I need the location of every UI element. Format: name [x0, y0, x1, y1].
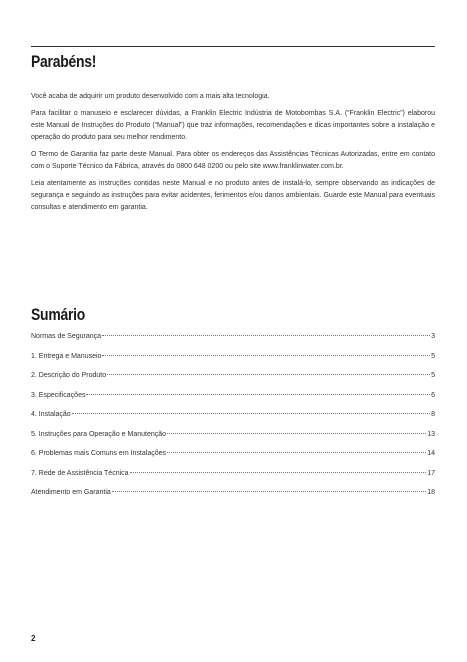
toc-leader	[167, 452, 426, 453]
toc-entry-page: 13	[427, 430, 435, 438]
toc-leader	[167, 433, 426, 434]
toc-entry-label: 6. Problemas mais Comuns em Instalações	[31, 450, 166, 457]
toc-entry-page: 3	[431, 333, 435, 340]
toc-entry-label: 1. Entrega e Manuseio	[31, 352, 102, 360]
toc-entry-label: 7. Rede de Assistência Técnica	[31, 469, 129, 477]
intro-paragraph: Para facilitar o manuseio e esclarecer dúvidas, a Franklin Electric Indústria de Motobombas S.A. (“Franklin Electric”) elaborou este Manual de Instruções do Produto (“Manual”) que traz informações, recomendações e dicas importantes sobre a instalação e operação do produto para seu melhor rendimento.	[31, 110, 435, 141]
toc-entry	[31, 450, 435, 470]
toc-entry-label: Normas de Segurança	[31, 333, 102, 340]
intro-paragraph: O Termo de Garantia faz parte deste Manual. Para obter os endereços das Assistências Técnicas Autorizadas, entre em contato com o Suporte Técnico da Fábrica, através do 0800 648 0200 ou pelo site www.franklinwater.com.br.	[31, 151, 435, 170]
toc-entry	[31, 470, 435, 490]
toc-entry	[31, 353, 435, 373]
toc-entry	[31, 372, 435, 392]
toc-entry	[31, 333, 435, 353]
toc-entry-label: 4. Instalação	[31, 411, 71, 418]
toc-entry	[31, 411, 435, 431]
toc-entry	[31, 392, 435, 412]
header-rule	[31, 46, 435, 47]
toc-entry-page: 18	[427, 489, 435, 496]
toc-entry-page: 14	[427, 450, 435, 457]
toc-leader	[86, 394, 430, 395]
toc-entry-page: 6	[431, 391, 435, 399]
toc-entry	[31, 431, 435, 451]
toc-leader	[112, 491, 426, 492]
intro-paragraph: Você acaba de adquirir um produto desenvolvido com a mais alta tecnologia.	[31, 93, 270, 100]
toc-leader	[130, 472, 427, 473]
toc-leader	[72, 413, 430, 414]
toc-leader	[102, 355, 430, 356]
toc-entry	[31, 489, 435, 509]
toc-entry-label: Atendimento em Garantia	[31, 489, 111, 496]
intro-text	[31, 91, 435, 219]
summary-title: Sumário	[31, 305, 86, 324]
toc-entry-page: 17	[427, 469, 435, 477]
toc-entry-label: 3. Especificações	[31, 391, 86, 399]
toc-entry-page: 8	[431, 411, 435, 418]
toc-leader	[107, 374, 430, 375]
toc-entry-label: 5. Instruções para Operação e Manutenção	[31, 430, 167, 438]
intro-paragraph: Leia atentamente as instruções contidas neste Manual e no produto antes de instalá-lo, sempre observando as indicações de segurança e seguindo as instruções para evitar acidentes, ferimentos e/ou danos ambientais. Guarde este Manual para eventuais consultas e atendimento em garantia.	[31, 180, 435, 211]
page-number: 2	[31, 634, 36, 643]
toc-entry-page: 5	[431, 352, 435, 360]
toc-entry-label: 2. Descrição do Produto	[31, 372, 107, 379]
toc-entry-page: 5	[431, 372, 435, 379]
toc-leader	[102, 335, 430, 336]
table-of-contents	[31, 333, 435, 509]
page-title: Parabéns!	[31, 52, 97, 71]
